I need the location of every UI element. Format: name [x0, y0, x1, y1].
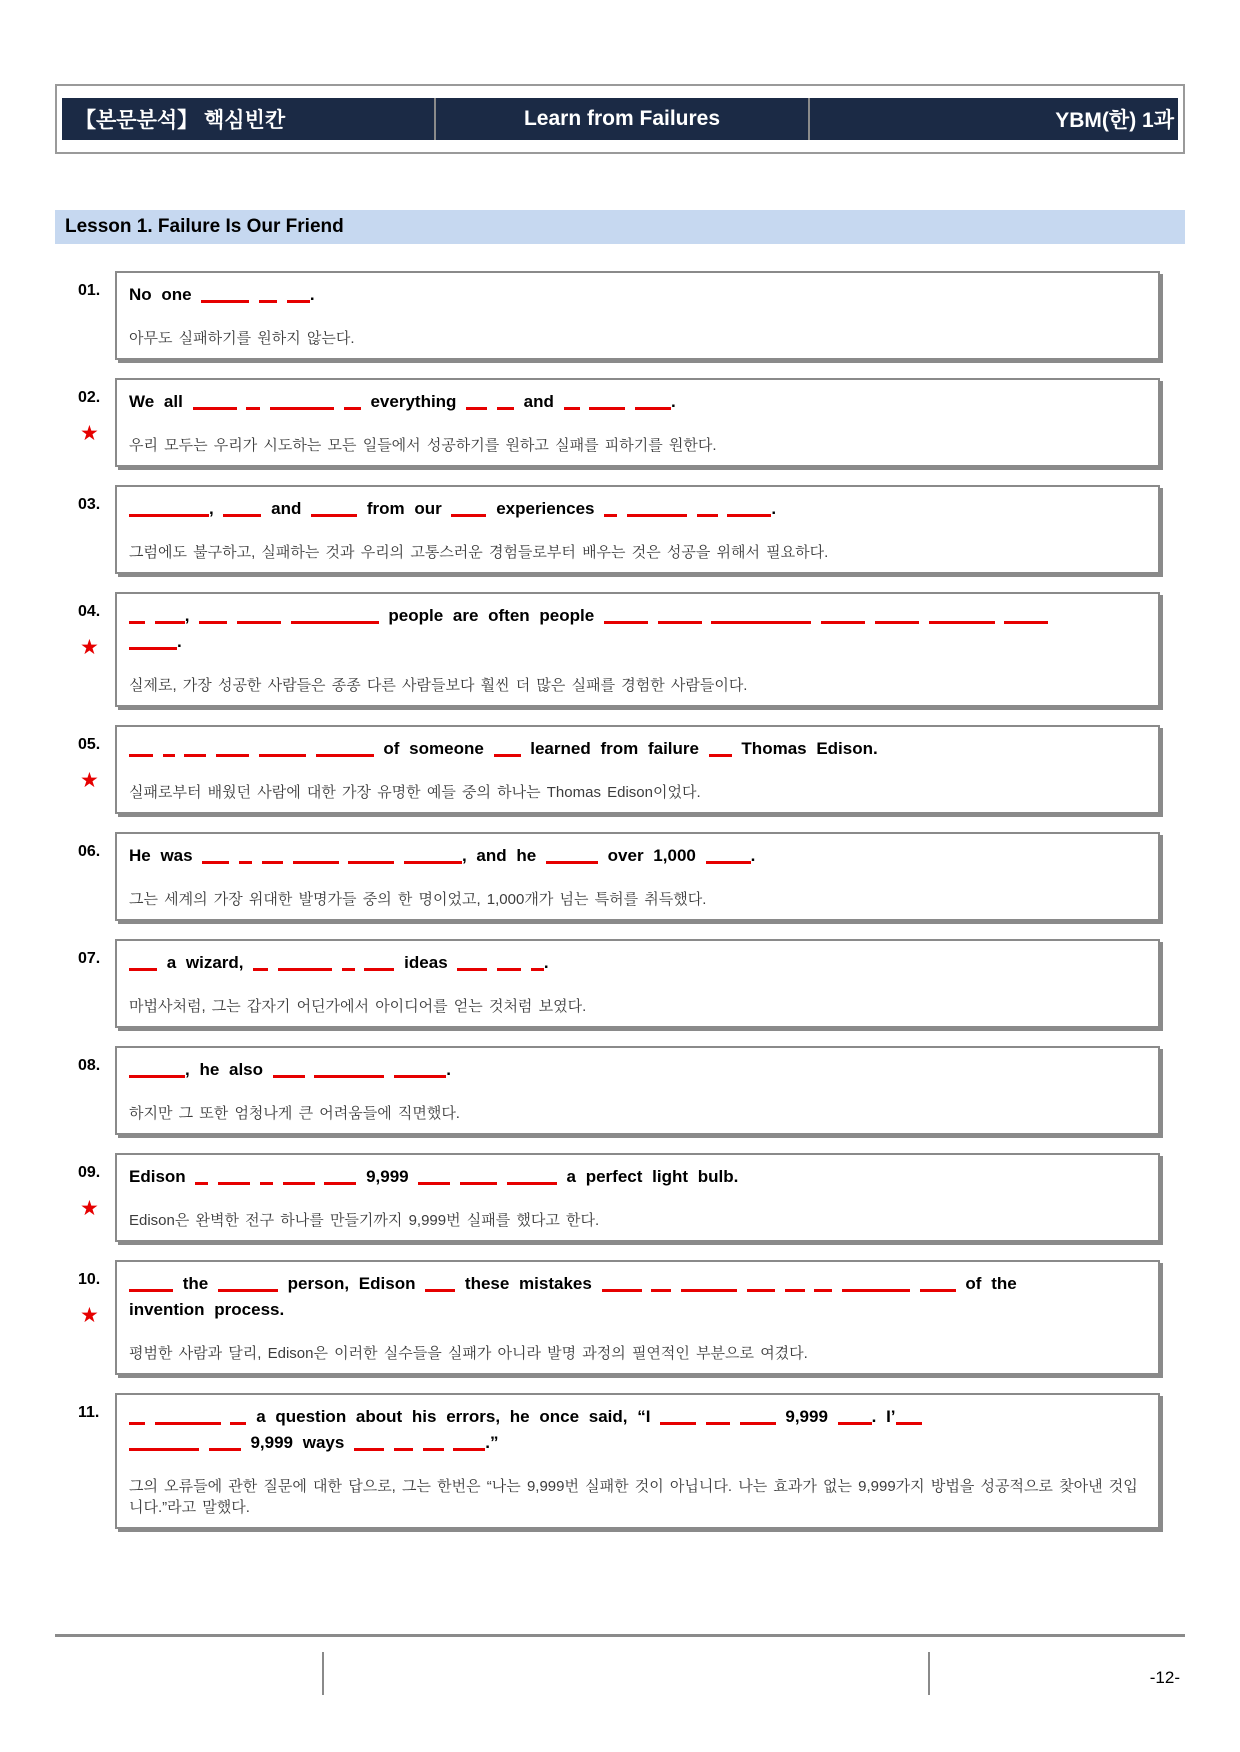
footer-tick [322, 1652, 324, 1695]
answer-blank [814, 1289, 832, 1292]
answer-blank [451, 514, 486, 517]
item-number-column [0, 1046, 115, 1075]
worksheet-item [0, 1046, 1240, 1135]
sentence-box [115, 378, 1160, 467]
answer-blank [311, 514, 357, 517]
star-icon: ★ [80, 1304, 99, 1327]
answer-blank [838, 1422, 872, 1425]
answer-blank [342, 968, 355, 971]
answer-blank [195, 1182, 208, 1185]
answer-blank [658, 621, 702, 624]
english-sentence: , and from our experiences . [129, 496, 1146, 522]
english-sentence: a question about his errors, he once said, “I 9,999 . I’ 9,999 ways .” [129, 1404, 1146, 1456]
answer-blank [129, 514, 209, 517]
sentence-box [115, 1260, 1160, 1375]
answer-blank [457, 968, 487, 971]
answer-blank [418, 1182, 450, 1185]
answer-blank [604, 621, 648, 624]
answer-blank [253, 968, 268, 971]
item-number: 01. [78, 282, 101, 299]
answer-blank [660, 1422, 696, 1425]
answer-blank [129, 1075, 185, 1078]
korean-translation: 그럼에도 불구하고, 실패하는 것과 우리의 고통스러운 경험들로부터 배우는 것은 성공을 위해서 필요하다. [129, 544, 829, 561]
worksheet-item [0, 1260, 1240, 1375]
answer-blank [291, 621, 379, 624]
answer-blank [202, 861, 229, 864]
answer-blank [920, 1289, 956, 1292]
items-list [0, 271, 1240, 1547]
worksheet-item [0, 592, 1240, 707]
answer-blank [697, 514, 718, 517]
worksheet-item [0, 1153, 1240, 1242]
answer-blank [348, 861, 394, 864]
answer-blank [129, 647, 177, 650]
item-number: 05. [78, 736, 101, 753]
answer-blank [129, 754, 153, 757]
korean-translation: 실패로부터 배웠던 사람에 대한 가장 유명한 예들 중의 하나는 Thomas Edison이었다. [129, 784, 701, 801]
english-sentence: Edison 9,999 a perfect light bulb. [129, 1167, 739, 1186]
answer-blank [155, 621, 185, 624]
answer-blank [929, 621, 995, 624]
answer-blank [246, 407, 260, 410]
answer-blank [466, 407, 487, 410]
answer-blank [497, 968, 521, 971]
english-sentence: We all everything and . [129, 392, 676, 411]
answer-blank [314, 1075, 384, 1078]
item-number-column [0, 725, 115, 791]
answer-blank [316, 754, 374, 757]
answer-blank [163, 754, 175, 757]
answer-blank [293, 861, 339, 864]
answer-blank [218, 1289, 278, 1292]
worksheet-item [0, 939, 1240, 1028]
english-sentence: , people are often people . [129, 603, 1146, 655]
worksheet-item [0, 832, 1240, 921]
document-header-bar [62, 98, 1178, 140]
answer-blank [747, 1289, 775, 1292]
star-icon: ★ [80, 636, 99, 659]
answer-blank [842, 1289, 910, 1292]
star-icon: ★ [80, 1197, 99, 1220]
item-number: 06. [78, 843, 101, 860]
english-sentence: a wizard, ideas . [129, 950, 1146, 976]
item-number-column [0, 832, 115, 861]
english-sentence: He was , and he over 1,000 . [129, 846, 756, 865]
worksheet-item [0, 725, 1240, 814]
korean-translation: 그의 오류들에 관한 질문에 대한 답으로, 그는 한번은 “나는 9,999번 실패한 것이 아닙니다. 나는 효과가 없는 9,999가지 방법을 성공적으로 찾아낸 것입니다.”라고 말했다. [129, 1478, 1138, 1516]
answer-blank [354, 1448, 384, 1451]
answer-blank [223, 514, 261, 517]
worksheet-item [0, 485, 1240, 574]
star-icon: ★ [80, 422, 99, 445]
answer-blank [193, 407, 237, 410]
answer-blank [706, 1422, 730, 1425]
answer-blank [404, 861, 462, 864]
answer-blank [709, 754, 732, 757]
header-section-label: 【본문분석】 핵심빈칸 [75, 109, 286, 132]
answer-blank [262, 861, 283, 864]
answer-blank [237, 621, 281, 624]
answer-blank [453, 1448, 485, 1451]
answer-blank [273, 1075, 305, 1078]
document-header-box [55, 84, 1185, 154]
answer-blank [546, 861, 598, 864]
item-number: 11. [78, 1404, 100, 1421]
answer-blank [324, 1182, 356, 1185]
answer-blank [564, 407, 580, 410]
sentence-box [115, 1393, 1160, 1529]
sentence-box [115, 592, 1160, 707]
item-number: 09. [78, 1164, 101, 1181]
answer-blank [260, 1182, 273, 1185]
footer-tick [928, 1652, 930, 1695]
answer-blank [604, 514, 617, 517]
english-sentence: the person, Edison these mistakes of the invention process. [129, 1274, 1017, 1319]
answer-blank [344, 407, 361, 410]
korean-translation: 아무도 실패하기를 원하지 않는다. [129, 330, 355, 347]
item-number-column [0, 1260, 115, 1326]
english-sentence: of someone learned from failure Thomas Edison. [129, 736, 1146, 762]
answer-blank [129, 968, 157, 971]
item-number: 02. [78, 389, 101, 406]
item-number-column [0, 592, 115, 658]
answer-blank [497, 407, 514, 410]
sentence-box [115, 725, 1160, 814]
sentence-box [115, 271, 1160, 360]
item-number-column [0, 378, 115, 444]
answer-blank [184, 754, 206, 757]
item-number: 04. [78, 603, 101, 620]
star-icon: ★ [80, 769, 99, 792]
korean-translation: 우리 모두는 우리가 시도하는 모든 일들에서 성공하기를 원하고 실패를 피하기를 원한다. [129, 437, 717, 454]
header-textbook-label: YBM(한) 1과 [1055, 109, 1174, 132]
page-number: -12- [1149, 1668, 1180, 1687]
sentence-box [115, 1046, 1160, 1135]
answer-blank [425, 1289, 455, 1292]
answer-blank [706, 861, 751, 864]
korean-translation: 그는 세계의 가장 위대한 발명가들 중의 한 명이었고, 1,000개가 넘는 특허를 취득했다. [129, 891, 707, 908]
answer-blank [270, 407, 334, 410]
item-number-column [0, 939, 115, 968]
footer-rule [55, 1634, 1185, 1637]
answer-blank [711, 621, 811, 624]
sentence-box [115, 832, 1160, 921]
answer-blank [651, 1289, 671, 1292]
english-sentence: No one . [129, 285, 315, 304]
answer-blank [627, 514, 687, 517]
korean-translation: Edison은 완벽한 전구 하나를 만들기까지 9,999번 실패를 했다고 한다. [129, 1212, 600, 1229]
answer-blank [209, 1448, 241, 1451]
worksheet-item [0, 271, 1240, 360]
answer-blank [155, 1422, 221, 1425]
item-number-column [0, 271, 115, 300]
korean-translation: 하지만 그 또한 엄청나게 큰 어려움들에 직면했다. [129, 1105, 460, 1122]
answer-blank [785, 1289, 805, 1292]
answer-blank [218, 1182, 250, 1185]
answer-blank [589, 407, 625, 410]
item-number-column [0, 485, 115, 514]
answer-blank [394, 1448, 413, 1451]
answer-blank [681, 1289, 737, 1292]
answer-blank [727, 514, 771, 517]
answer-blank [129, 621, 145, 624]
answer-blank [821, 621, 865, 624]
item-number: 07. [78, 950, 101, 967]
answer-blank [875, 621, 919, 624]
answer-blank [129, 1289, 173, 1292]
answer-blank [239, 861, 252, 864]
sentence-box [115, 1153, 1160, 1242]
english-sentence: , he also . [129, 1057, 1146, 1083]
answer-blank [287, 300, 310, 303]
item-number: 10. [78, 1271, 101, 1288]
answer-blank [199, 621, 227, 624]
item-number: 08. [78, 1057, 101, 1074]
answer-blank [531, 968, 544, 971]
answer-blank [216, 754, 249, 757]
answer-blank [129, 1448, 199, 1451]
korean-translation: 실제로, 가장 성공한 사람들은 종종 다른 사람들보다 훨씬 더 많은 실패를 경험한 사람들이다. [129, 677, 748, 694]
lesson-title: Lesson 1. Failure Is Our Friend [55, 210, 1185, 244]
item-number-column [0, 1153, 115, 1219]
answer-blank [278, 968, 332, 971]
answer-blank [259, 300, 277, 303]
answer-blank [364, 968, 394, 971]
answer-blank [230, 1422, 246, 1425]
answer-blank [129, 1422, 145, 1425]
worksheet-item [0, 1393, 1240, 1529]
sentence-box [115, 485, 1160, 574]
answer-blank [740, 1422, 776, 1425]
answer-blank [259, 754, 306, 757]
answer-blank [507, 1182, 557, 1185]
answer-blank [494, 754, 521, 757]
answer-blank [602, 1289, 642, 1292]
answer-blank [201, 300, 249, 303]
item-number-column [0, 1393, 115, 1422]
answer-blank [423, 1448, 444, 1451]
answer-blank [283, 1182, 315, 1185]
answer-blank [394, 1075, 446, 1078]
answer-blank [635, 407, 671, 410]
item-number: 03. [78, 496, 101, 513]
korean-translation: 평범한 사람과 달리, Edison은 이러한 실수들을 실패가 아니라 발명 과정의 필연적인 부분으로 여겼다. [129, 1345, 808, 1362]
korean-translation: 마법사처럼, 그는 갑자기 어딘가에서 아이디어를 얻는 것처럼 보였다. [129, 998, 587, 1015]
sentence-box [115, 939, 1160, 1028]
answer-blank [460, 1182, 497, 1185]
worksheet-item [0, 378, 1240, 467]
answer-blank [1004, 621, 1048, 624]
answer-blank [896, 1422, 922, 1425]
header-unit-title: Learn from Failures [523, 107, 721, 130]
